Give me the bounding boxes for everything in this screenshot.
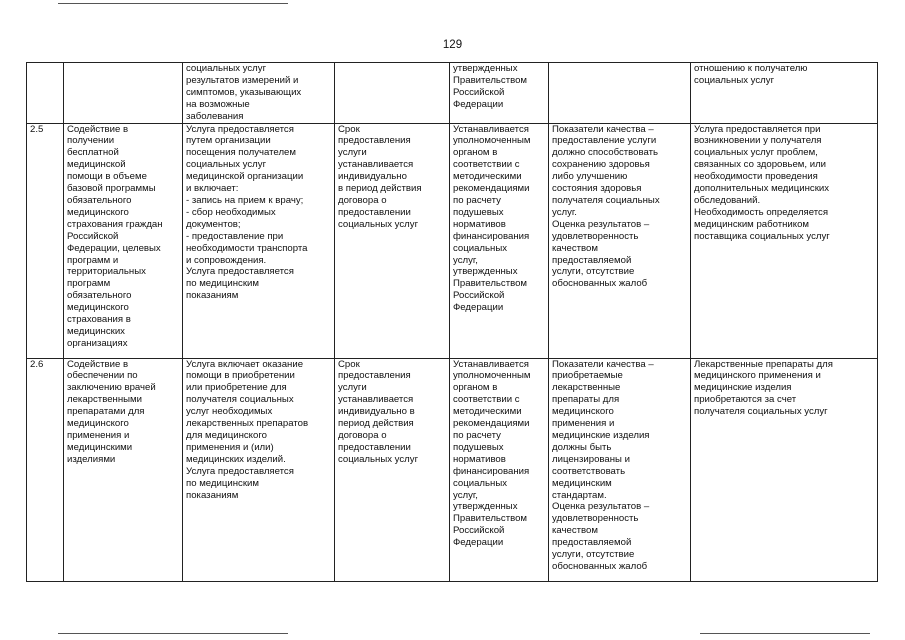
cell-text-line: индивидуально в xyxy=(338,406,415,418)
cell-provision-conditions xyxy=(691,358,878,581)
cell-text-line: услуги xyxy=(338,382,367,394)
cell-text-line: показаниям xyxy=(186,489,239,501)
cell-text-line: заключению врачей xyxy=(67,382,156,394)
cell-text-line: медицинской xyxy=(67,159,126,171)
cell-per-capita-norms xyxy=(450,123,549,358)
cell-text-line: качеством xyxy=(552,242,598,254)
cell-text-line: получателя социальных xyxy=(186,394,294,406)
cell-text-line: либо улучшению xyxy=(552,171,628,183)
cell-text-line: нормативов xyxy=(453,453,506,465)
cell-text-line: услуги xyxy=(338,147,367,159)
cell-text-line: показаниям xyxy=(186,290,239,302)
cell-text-line: путем организации xyxy=(186,135,271,147)
cell-text-line: методическими xyxy=(453,171,522,183)
cell-text-line: медицинскими xyxy=(67,441,133,453)
cell-service-content xyxy=(183,63,335,124)
cell-number: 2.6 xyxy=(27,358,64,581)
cell-text-line: социальных услуг xyxy=(186,159,267,171)
cell-text-line: Устанавливается xyxy=(453,358,529,370)
cell-text-line: приобретаемые xyxy=(552,370,623,382)
cell-text-line: должно способствовать xyxy=(552,147,659,159)
cell-text-line: утвержденных xyxy=(453,501,518,513)
cell-text-line: медицинские изделия xyxy=(552,429,650,441)
cell-number: 2.5 xyxy=(27,123,64,358)
cell-text-line: Правительством xyxy=(453,513,528,525)
cell-text-line: предоставлении xyxy=(338,441,411,453)
cell-text-line: подушевых xyxy=(453,206,504,218)
cell-text-line: Российской xyxy=(67,230,119,242)
cell-text-line: применения и xyxy=(67,429,130,441)
cell-text-line: необходимости транспорта xyxy=(186,242,308,254)
cell-text-line: для медицинского xyxy=(186,429,267,441)
cell-text-line: Необходимость определяется xyxy=(694,206,829,218)
cell-text-line: период действия xyxy=(338,418,414,430)
cell-text-line: применения и (или) xyxy=(186,441,274,453)
cell-text-line: - предоставление при xyxy=(186,230,284,242)
cell-text-line: лекарственные xyxy=(552,382,621,394)
cell-text-line: уполномоченным xyxy=(453,370,531,382)
cell-text-line: Федерации xyxy=(453,98,504,110)
cell-text-line: обоснованных жалоб xyxy=(552,560,648,572)
cell-text-line: или приобретение для xyxy=(186,382,287,394)
cell-text-line: Устанавливается xyxy=(453,123,529,135)
cell-text-line: по медицинским xyxy=(186,477,259,489)
cell-text-line: медицинской организации xyxy=(186,171,304,183)
cell-text-line: соответствии с xyxy=(453,159,520,171)
cell-text-line: лицензированы и xyxy=(552,453,630,465)
cell-text-line: программ xyxy=(67,278,111,290)
cell-text-line: по расчету xyxy=(453,194,501,206)
cell-text-line: социальных xyxy=(453,242,508,254)
cell-text-line: Срок xyxy=(338,358,360,370)
cell-text-line: должны быть xyxy=(552,441,612,453)
cell-text-line: симптомов, указывающих xyxy=(186,86,302,98)
cell-text-line: результатов измерений и xyxy=(186,74,299,86)
cell-text-line: обследований. xyxy=(694,194,761,206)
cell-text-line: Федерации xyxy=(453,537,504,549)
cell-text-line: обязательного xyxy=(67,290,132,302)
table-row-2-6 xyxy=(27,358,878,581)
cell-provision-conditions xyxy=(691,123,878,358)
cell-text-line: отношению к получателю xyxy=(694,63,808,74)
cell-text-line: договора о xyxy=(338,429,387,441)
cell-text-line: устанавливается xyxy=(338,394,414,406)
cell-text-line: - сбор необходимых xyxy=(186,206,276,218)
cell-text-line: предоставления xyxy=(338,135,411,147)
cell-text-line: приобретаются за счет xyxy=(694,394,797,406)
cell-text-line: базовой программы xyxy=(67,183,156,195)
cell-text-line: страхования в xyxy=(67,314,131,326)
cell-text-line: социальных услуг проблем, xyxy=(694,147,818,159)
cell-text-line: помощи в приобретении xyxy=(186,370,295,382)
cell-text-line: обоснованных жалоб xyxy=(552,278,648,290)
cell-text-line: услуг необходимых xyxy=(186,406,273,418)
cell-text-line: получении xyxy=(67,135,115,147)
cell-text-line: качеством xyxy=(552,525,598,537)
cell-text-line: органом в xyxy=(453,382,498,394)
cell-text-line: медицинского xyxy=(67,418,129,430)
cell-text-line: необходимости проведения xyxy=(694,171,818,183)
cell-service-content xyxy=(183,123,335,358)
cell-text-line: утвержденных xyxy=(453,63,518,74)
cell-text-line: и включает: xyxy=(186,183,239,195)
cell-text-line: соответствовать xyxy=(552,465,626,477)
cell-text-line: медицинского xyxy=(67,302,129,314)
cell-text-line: по медицинским xyxy=(186,278,259,290)
cell-text-line: организациях xyxy=(67,337,128,349)
cell-text-line: получателя социальных услуг xyxy=(694,406,828,418)
cell-text-line: Российской xyxy=(453,86,505,98)
cell-text-line: медицинские изделия xyxy=(694,382,792,394)
cell-text-line: подушевых xyxy=(453,441,504,453)
cell-text-line: по расчету xyxy=(453,429,501,441)
cell-text-line: удовлетворенность xyxy=(552,230,639,242)
cell-text-line: Лекарственные препараты для xyxy=(694,358,833,370)
cell-text-line: социальных xyxy=(453,477,508,489)
cell-per-capita-norms xyxy=(450,358,549,581)
cell-service-term xyxy=(335,63,450,124)
cell-text-line: индивидуально xyxy=(338,171,407,183)
cell-text-line: препаратами для xyxy=(67,406,145,418)
scan-edge-bottom xyxy=(58,633,288,634)
cell-text-line: связанных со здоровьем, или xyxy=(694,159,827,171)
cell-text-line: изделиями xyxy=(67,453,116,465)
cell-text-line: применения и xyxy=(552,418,615,430)
cell-provision-conditions xyxy=(691,63,878,124)
scan-edge-top xyxy=(58,3,288,4)
cell-text-line: получателя социальных xyxy=(552,194,660,206)
cell-number xyxy=(27,63,64,124)
cell-quality-indicators xyxy=(549,358,691,581)
cell-text-line: финансирования xyxy=(453,465,530,477)
cell-text-line: Услуга включает оказание xyxy=(186,358,304,370)
cell-text-line: дополнительных медицинских xyxy=(694,183,830,195)
cell-text-line: медицинским работником xyxy=(694,218,810,230)
cell-text-line: документов; xyxy=(186,218,241,230)
cell-text-line: страхования граждан xyxy=(67,218,163,230)
cell-text-line: услуг. xyxy=(552,206,577,218)
cell-text-line: Содействие в xyxy=(67,358,129,370)
cell-service-name xyxy=(64,123,183,358)
cell-text-line: Услуга предоставляется xyxy=(186,123,294,135)
cell-text-line: рекомендациями xyxy=(453,418,530,430)
cell-text-line: и сопровождения. xyxy=(186,254,267,266)
cell-text-line: медицинских изделий. xyxy=(186,453,286,465)
scan-edge-bottom-right xyxy=(700,633,870,634)
cell-text-line: Российской xyxy=(453,525,505,537)
cell-text-line: Показатели качества – xyxy=(552,358,654,370)
cell-text-line: Федерации xyxy=(453,302,504,314)
cell-text-line: медицинским xyxy=(552,477,612,489)
cell-text-line: Федерации, целевых xyxy=(67,242,161,254)
cell-quality-indicators xyxy=(549,123,691,358)
cell-text-line: - запись на прием к врачу; xyxy=(186,194,304,206)
cell-text-line: удовлетворенность xyxy=(552,513,639,525)
cell-service-term xyxy=(335,358,450,581)
cell-quality-indicators xyxy=(549,63,691,124)
cell-text-line: предоставлении xyxy=(338,206,411,218)
cell-text-line: уполномоченным xyxy=(453,135,531,147)
table-row-continuation xyxy=(27,63,878,124)
cell-text-line: стандартам. xyxy=(552,489,607,501)
cell-text-line: услуги, отсутствие xyxy=(552,266,635,278)
cell-text-line: Услуга предоставляется при xyxy=(694,123,821,135)
cell-text-line: Услуга предоставляется xyxy=(186,266,294,278)
cell-text-line: соответствии с xyxy=(453,394,520,406)
cell-text-line: посещения получателем xyxy=(186,147,296,159)
cell-text-line: препараты для xyxy=(552,394,620,406)
cell-text-line: предоставление услуги xyxy=(552,135,657,147)
cell-text-line: в период действия xyxy=(338,183,422,195)
cell-text-line: рекомендациями xyxy=(453,183,530,195)
cell-text-line: сохранению здоровья xyxy=(552,159,650,171)
cell-text-line: лекарственными xyxy=(67,394,142,406)
cell-text-line: услуги, отсутствие xyxy=(552,549,635,561)
cell-text-line: программ и xyxy=(67,254,119,266)
cell-text-line: договора о xyxy=(338,194,387,206)
cell-text-line: Правительством xyxy=(453,278,528,290)
cell-text-line: Оценка результатов – xyxy=(552,501,650,513)
cell-text-line: социальных услуг xyxy=(186,63,267,74)
cell-text-line: предоставления xyxy=(338,370,411,382)
cell-service-content xyxy=(183,358,335,581)
cell-text-line: обязательного xyxy=(67,194,132,206)
cell-text-line: устанавливается xyxy=(338,159,414,171)
cell-text-line: на возможные xyxy=(186,98,250,110)
table-row-2-5 xyxy=(27,123,878,358)
cell-text-line: медицинского применения и xyxy=(694,370,821,382)
cell-service-name xyxy=(64,358,183,581)
cell-text-line: возникновении у получателя xyxy=(694,135,822,147)
cell-text-line: нормативов xyxy=(453,218,506,230)
cell-text-line: социальных услуг xyxy=(338,453,419,465)
cell-text-line: лекарственных препаратов xyxy=(186,418,309,430)
cell-text-line: медицинского xyxy=(552,406,614,418)
cell-text-line: Услуга предоставляется xyxy=(186,465,294,477)
cell-text-line: поставщика социальных услуг xyxy=(694,230,830,242)
cell-text-line: бесплатной xyxy=(67,147,119,159)
cell-text-line: заболевания xyxy=(186,110,244,122)
cell-text-line: социальных услуг xyxy=(694,74,775,86)
cell-text-line: финансирования xyxy=(453,230,530,242)
cell-text-line: органом в xyxy=(453,147,498,159)
cell-text-line: социальных услуг xyxy=(338,218,419,230)
cell-text-line: Российской xyxy=(453,290,505,302)
cell-text-line: медицинских xyxy=(67,325,125,337)
page-number: 129 xyxy=(442,39,463,51)
cell-text-line: медицинского xyxy=(67,206,129,218)
cell-text-line: предоставляемой xyxy=(552,537,632,549)
cell-text-line: предоставляемой xyxy=(552,254,632,266)
cell-service-term xyxy=(335,123,450,358)
cell-text-line: методическими xyxy=(453,406,522,418)
cell-text-line: состояния здоровья xyxy=(552,183,642,195)
cell-text-line: Срок xyxy=(338,123,360,135)
cell-text-line: Содействие в xyxy=(67,123,129,135)
cell-per-capita-norms xyxy=(450,63,549,124)
cell-text-line: Показатели качества – xyxy=(552,123,654,135)
cell-text-line: Правительством xyxy=(453,74,528,86)
cell-text-line: территориальных xyxy=(67,266,146,278)
cell-text-line: обеспечении по xyxy=(67,370,138,382)
cell-text-line: помощи в объеме xyxy=(67,171,147,183)
cell-text-line: утвержденных xyxy=(453,266,518,278)
cell-text-line: услуг, xyxy=(453,489,478,501)
services-table xyxy=(26,62,878,582)
cell-text-line: Оценка результатов – xyxy=(552,218,650,230)
cell-service-name xyxy=(64,63,183,124)
cell-text-line: услуг, xyxy=(453,254,478,266)
